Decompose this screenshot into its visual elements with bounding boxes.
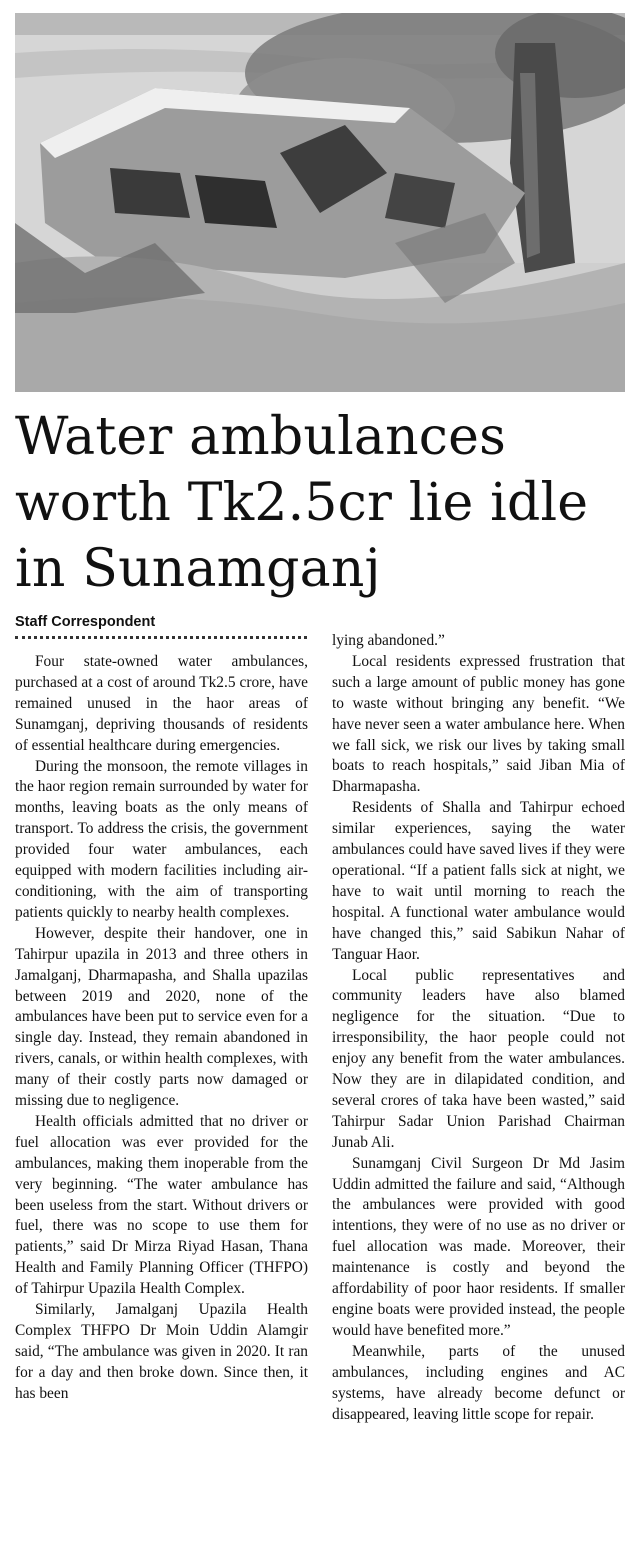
- paragraph: However, despite their handover, one in Tahirpur upazila in 2013 and three others in Jamalganj, Dharmapasha, and Shalla upazilas between 2019 and 2020, none of the ambulances have been put to service even for a single day. Instead, they remain abandoned in rivers, canals, or within health complexes, with many of their costly parts now damaged or missing due to negligence.: [15, 924, 308, 1110]
- paragraph: Health officials admitted that no driver or fuel allocation was ever provided for the ambulances, making them inoperable from the very beginning. “The water ambulance has been useless from the start. Without drivers or fuel, there was no scope to use them for patients,” said Dr Mirza Riyad Hasan, Thana Health and Family Planning Officer (THFPO) of Tahirpur Upazila Health Complex.: [15, 1112, 308, 1298]
- article-byline: Staff Correspondent: [15, 614, 156, 630]
- paragraph: Four state-owned water ambulances, purchased at a cost of around Tk2.5 crore, have remained unused in the haor areas of Sunamganj, depriving thousands of residents of essential healthcare during emergencies.: [15, 653, 308, 754]
- article-column-2: [332, 631, 625, 1425]
- byline-dotted-divider: [15, 636, 307, 639]
- boat-photo-illustration: [15, 13, 625, 392]
- paragraph: Similarly, Jamalganj Upazila Health Complex THFPO Dr Moin Uddin Alamgir said, “The ambulance was given in 2020. It ran for a day and then broke down. Since then, it has been: [15, 1301, 308, 1402]
- paragraph: Local public representatives and community leaders have also blamed negligence for the situation. “Due to irresponsibility, the haor people could not enjoy any benefit from the water ambulances. Now they are in dilapidated condition, and several crores of taka have been wasted,” said Tahirpur Sadar Union Parishad Chairman Junab Ali.: [332, 966, 625, 1151]
- paragraph: Residents of Shalla and Tahirpur echoed similar experiences, saying the water ambulances could have saved lives if they were operational. “If a patient falls sick at night, we have to wait until morning to reach the hospital. A functional water ambulance would have changed this,” said Sabikun Nahar of Tanguar Haor.: [332, 799, 625, 963]
- paragraph: During the monsoon, the remote villages in the haor region remain surrounded by water for months, leaving boats as the only means of transport. To address the crisis, the government provided four water ambulances, each equipped with modern facilities including air-conditioning, with the aim of transporting patients quickly to nearby health complexes.: [15, 757, 308, 921]
- article-headline: Water ambulances worth Tk2.5cr lie idle in Sunamganj: [15, 407, 589, 599]
- paragraph: Sunamganj Civil Surgeon Dr Md Jasim Uddin admitted the failure and said, “Although the ambulances were provided with good intentions, they were of no use as no driver or fuel allocation was made. Moreover, their maintenance is costly and beyond the affordability of poor haor residents. If smaller engine boats were provided instead, the people would have benefited more.”: [332, 1154, 625, 1339]
- article-column-1: [15, 652, 308, 1405]
- paragraph: Local residents expressed frustration that such a large amount of public money has gone to waste without bringing any benefit. “We have never seen a water ambulance here. When we fall sick, we risk our lives by taking small boats to reach hospitals,” said Jiban Mia of Dharmapasha.: [332, 652, 625, 796]
- paragraph: Meanwhile, parts of the unused ambulances, including engines and AC systems, have already become defunct or disappeared, leaving little scope for repair.: [332, 1342, 625, 1423]
- news-photo-abandoned-boat: [15, 13, 625, 392]
- paragraph-continuation: lying abandoned.”: [332, 632, 445, 649]
